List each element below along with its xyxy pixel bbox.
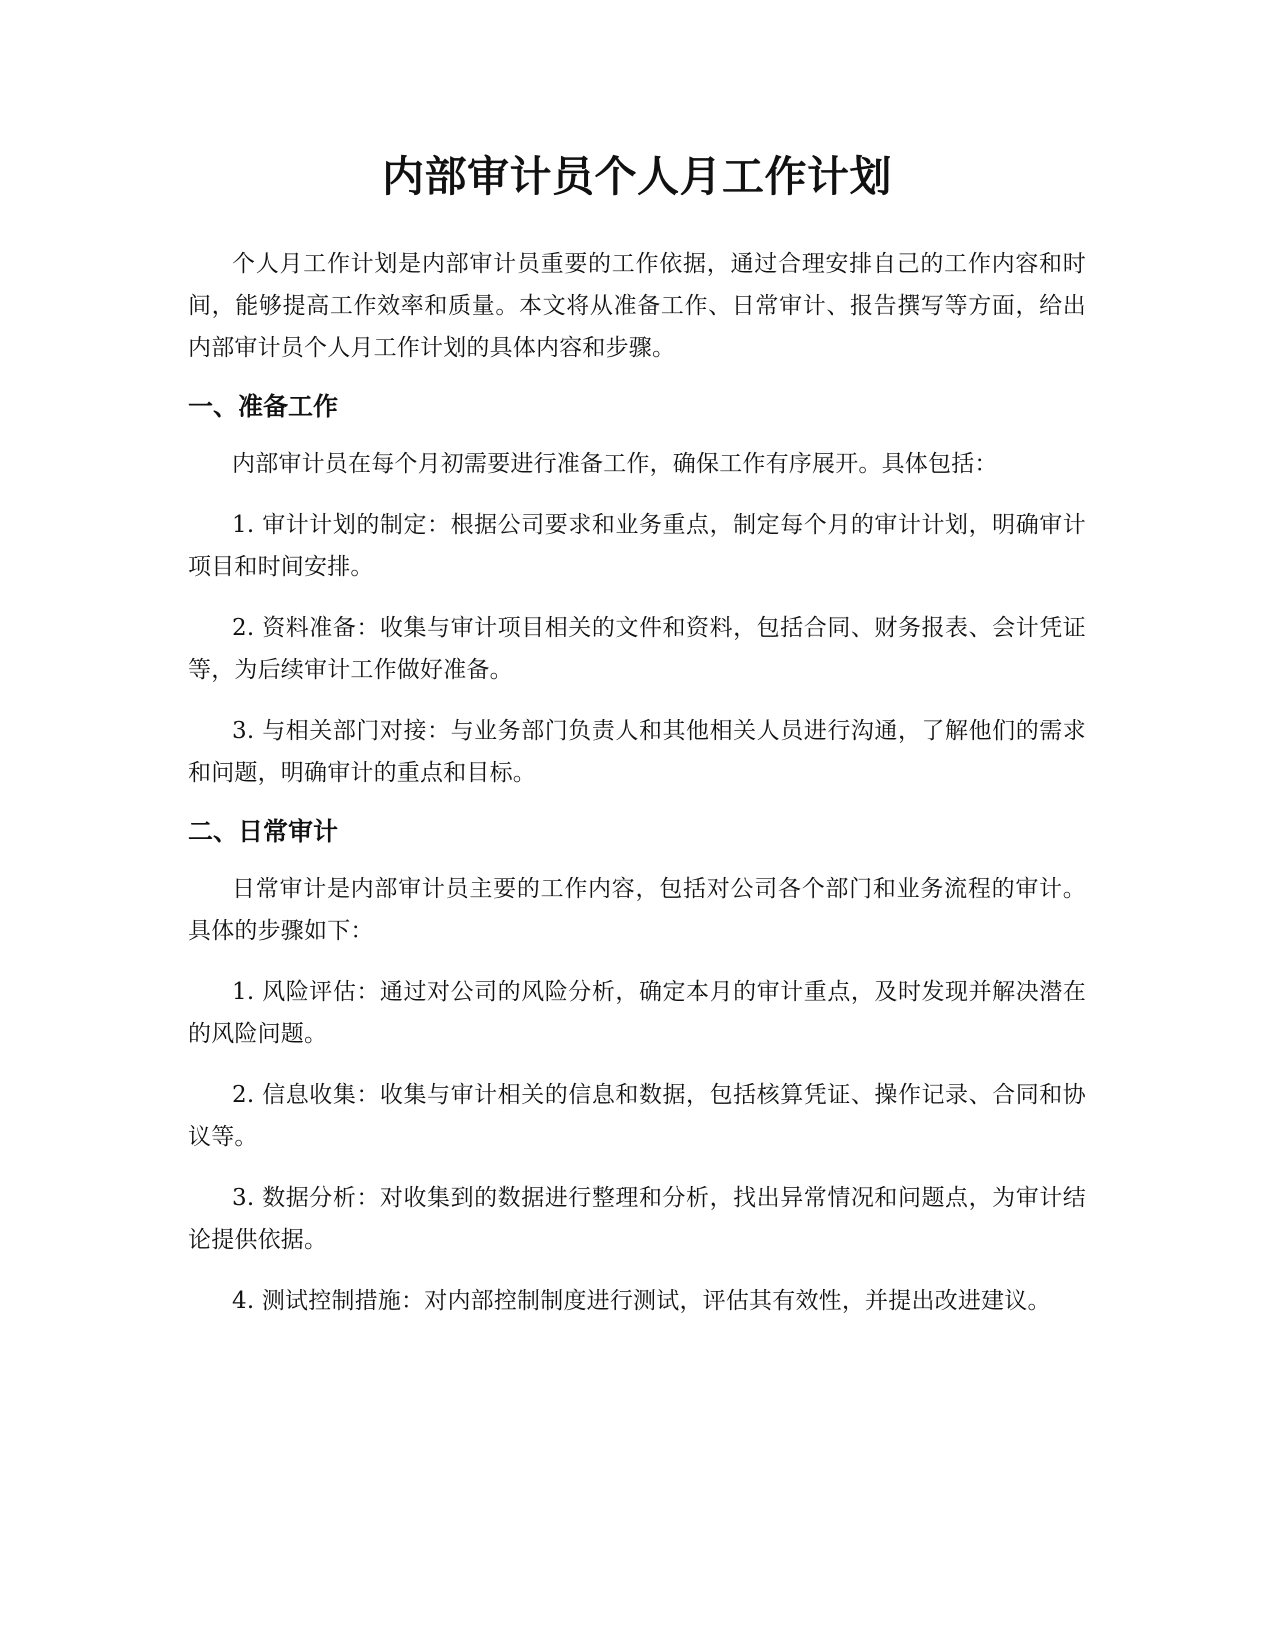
section-heading-daily-audit: 二、日常审计 [188, 817, 339, 846]
section-lead-daily-audit: 日常审计是内部审计员主要的工作内容，包括对公司各个部门和业务流程的审计。具体的步骤如下： [188, 876, 1086, 944]
section-heading-preparation: 一、准备工作 [188, 392, 339, 421]
preparation-item-3: 3. 与相关部门对接：与业务部门负责人和其他相关人员进行沟通，了解他们的需求和问题，明确审计的重点和目标。 [188, 718, 1086, 786]
daily-audit-item-4: 4. 测试控制措施：对内部控制制度进行测试，评估其有效性，并提出改进建议。 [232, 1288, 1051, 1314]
preparation-item-2: 2. 资料准备：收集与审计项目相关的文件和资料，包括合同、财务报表、会计凭证等，为后续审计工作做好准备。 [188, 615, 1086, 683]
daily-audit-item-3: 3. 数据分析：对收集到的数据进行整理和分析，找出异常情况和问题点，为审计结论提供依据。 [188, 1185, 1086, 1253]
document-body [188, 150, 1086, 1341]
daily-audit-item-2: 2. 信息收集：收集与审计相关的信息和数据，包括核算凭证、操作记录、合同和协议等。 [188, 1082, 1086, 1150]
intro-paragraph: 个人月工作计划是内部审计员重要的工作依据，通过合理安排自己的工作内容和时间，能够提高工作效率和质量。本文将从准备工作、日常审计、报告撰写等方面，给出内部审计员个人月工作计划的具体内容和步骤。 [188, 251, 1086, 361]
section-lead-preparation: 内部审计员在每个月初需要进行准备工作，确保工作有序展开。具体包括： [232, 451, 998, 477]
daily-audit-item-1: 1. 风险评估：通过对公司的风险分析，确定本月的审计重点，及时发现并解决潜在的风险问题。 [188, 979, 1086, 1047]
preparation-item-1: 1. 审计计划的制定：根据公司要求和业务重点，制定每个月的审计计划，明确审计项目和时间安排。 [188, 512, 1086, 580]
document-title: 内部审计员个人月工作计划 [381, 152, 892, 201]
